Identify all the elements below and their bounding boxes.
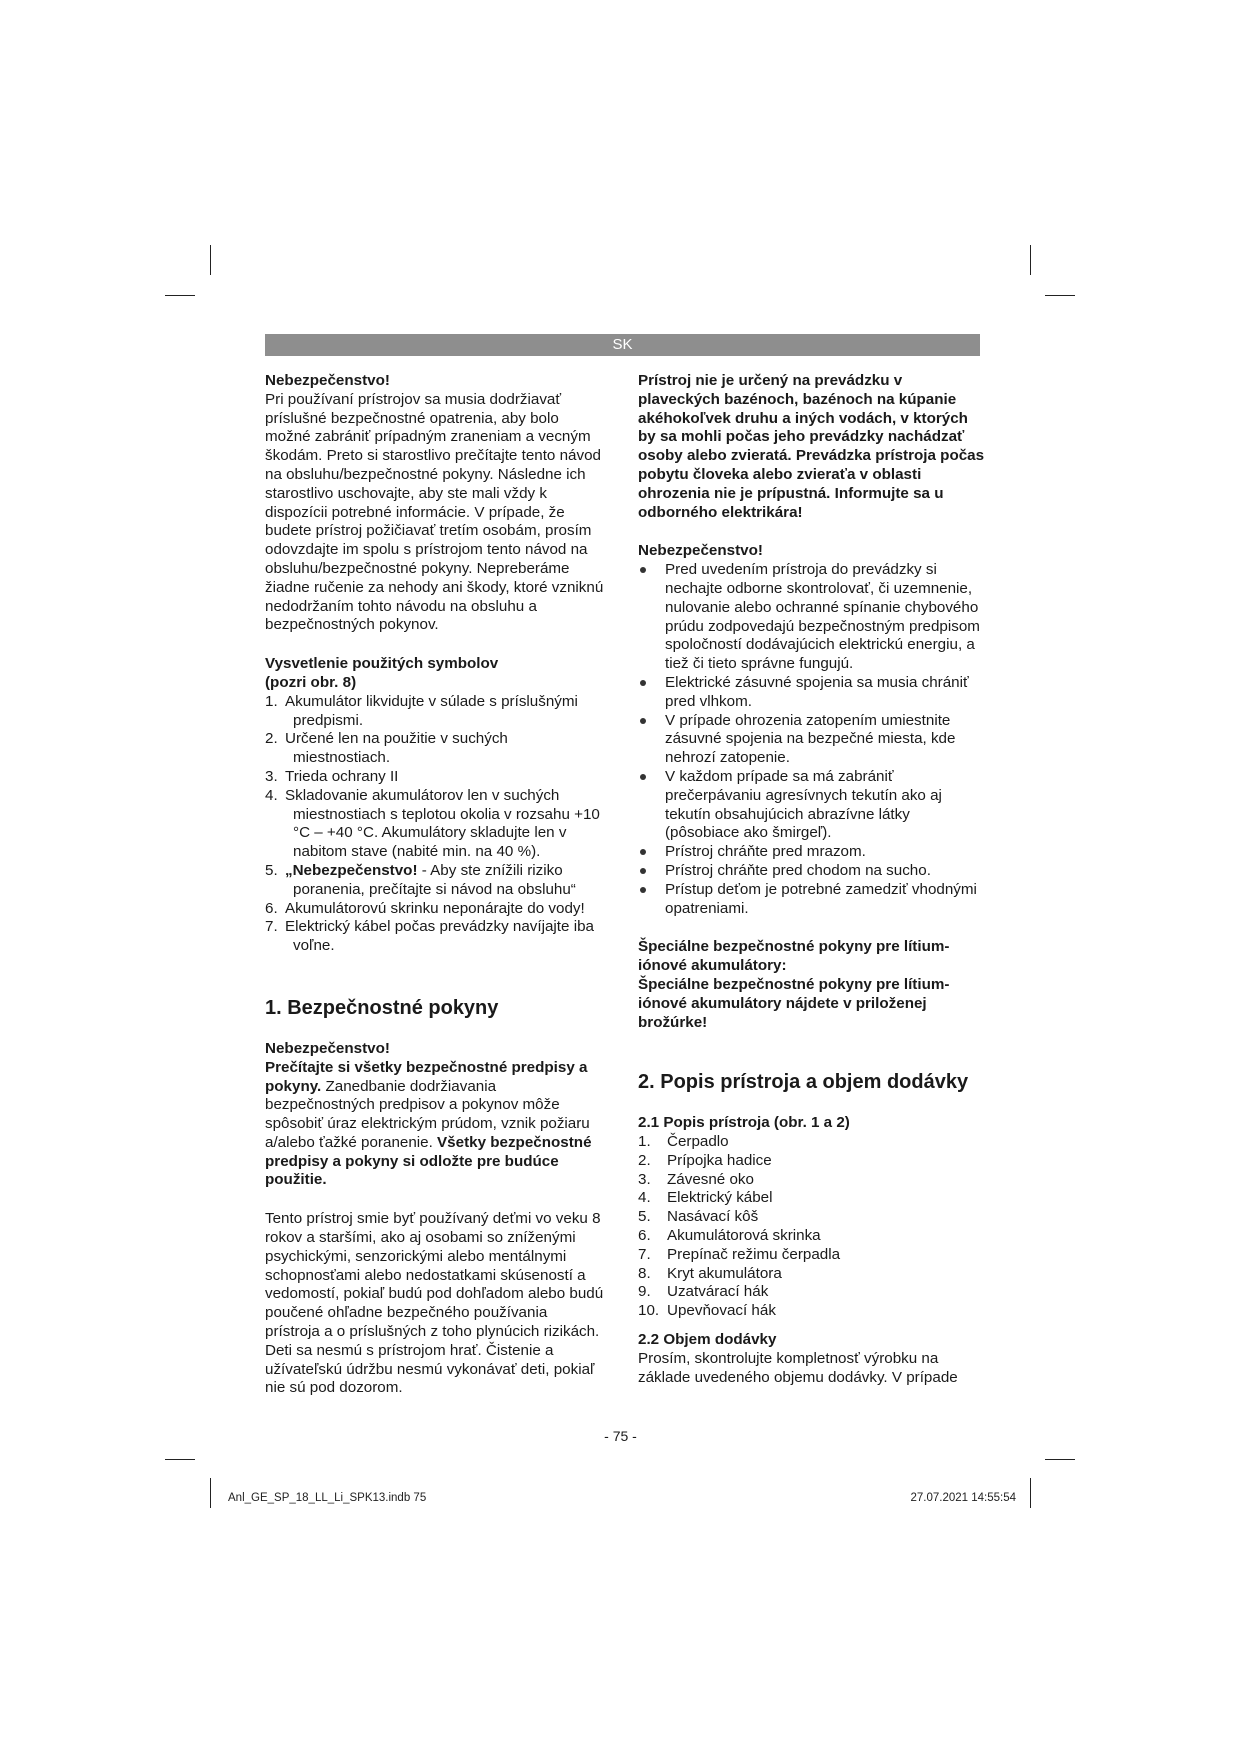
crop-mark-bottom-left-vertical	[210, 1478, 211, 1508]
crop-mark-top-left-vertical	[210, 245, 211, 275]
bullet-item: V prípade ohrozenia zatopením umiestnite zásuvné spojenia na bezpečné miesta, kde nehrozí zatopenie.	[638, 712, 988, 768]
footer-timestamp: 27.07.2021 14:55:54	[910, 1492, 1016, 1504]
right-column	[638, 372, 988, 1387]
list-item: 5. „Nebezpečenstvo! - Aby ste znížili riziko poranenia, prečítajte si návod na obsluhu“	[265, 861, 576, 898]
bullet-item: Elektrické zásuvné spojenia sa musia chrániť pred vlhkom.	[638, 674, 988, 712]
crop-mark-top-right-horizontal	[1045, 295, 1075, 296]
left-column	[265, 372, 605, 1398]
symbols-list	[265, 693, 605, 956]
list-item: 8. Kryt akumulátora	[638, 1264, 782, 1282]
children-paragraph: Tento prístroj smie byť používaný deťmi vo veku 8 rokov a staršími, ako aj osobami so zníženými psychickými, senzorickými alebo mentálnymi schopnosťami alebo nedostatkami skúseností a vedomostí, pokiaľ budú pod dohľadom alebo budú poučené ohľadne bezpečného používania prístroja a o príslušných z toho plynúcich rizikách. Deti sa nesmú s prístrojom hrať. Čistenie a užívateľskú údržbu nesmú vykonávať deti, pokiaľ nie sú pod dozorom.	[265, 1210, 604, 1397]
crop-mark-bottom-left-horizontal	[165, 1459, 195, 1460]
subsection-2-2-title: 2.2 Objem dodávky	[638, 1331, 777, 1349]
crop-mark-top-left-horizontal	[165, 295, 195, 296]
section-1-danger-title: Nebezpečenstvo!	[265, 1039, 390, 1057]
list-item: 1. Akumulátor likvidujte v súlade s príslušnými predpismi.	[265, 692, 578, 729]
section-1-paragraph: Prečítajte si všetky bezpečnostné predpisy a pokyny. Zanedbanie dodržiavania bezpečnostných predpisov a pokynov môže spôsobiť úraz elektrickým prúdom, vznik požiaru a/alebo ťažké poranenie. Všetky bezpečnostné predpisy a pokyny si odložte pre budúce použitie.	[265, 1058, 592, 1189]
language-header-bar	[265, 334, 980, 356]
list-item: 7. Elektrický kábel počas prevádzky navíjajte iba voľne.	[265, 918, 594, 955]
list-item: 6. Akumulátorová skrinka	[638, 1227, 821, 1245]
symbols-title-figure-ref: (pozri obr. 8)	[265, 673, 357, 691]
subsection-2-1-title: 2.1 Popis prístroja (obr. 1 a 2)	[638, 1114, 850, 1132]
danger-paragraph: Pri používaní prístrojov sa musia dodržiavať príslušné bezpečnostné opatrenia, aby bolo možné zabrániť prípadným zraneniam a vecným škodám. Preto si starostlivo prečítajte tento návod na obsluhu/bezpečnostné pokyny. Následne ich starostlivo uschovajte, aby ste mali vždy k dispozícii potrebné informácie. V prípade, že budete prístroj požičiavať tretím osobám, prosím odovzdajte im spolu s prístrojom tento návod na obsluhu/bezpečnostné pokyny. Nepreberáme žiadne ručenie za nehody ani škody, ktoré vzniknú nedodržaním tohto návodu na obsluhu a bezpečnostných pokynov.	[265, 390, 604, 634]
lithium-title: Špeciálne bezpečnostné pokyny pre lítium-iónové akumulátory:	[638, 938, 950, 975]
section-1-heading: 1. Bezpečnostné pokyny	[265, 996, 499, 1019]
bullet-item: Prístroj chráňte pred mrazom.	[638, 843, 988, 862]
bullet-item: V každom prípade sa má zabrániť prečerpávaniu agresívnych tekutín ako aj tekutín obsahujúcich abrazívne látky (pôsobiace ako šmirgeľ).	[638, 768, 988, 843]
list-item: 9. Uzatvárací hák	[638, 1283, 769, 1301]
list-item: 5. Nasávací kôš	[638, 1208, 759, 1226]
crop-mark-bottom-right-vertical	[1030, 1478, 1031, 1508]
list-item: 2. Určené len na použitie v suchých miestnostiach.	[265, 730, 508, 767]
bullet-item: Pred uvedením prístroja do prevádzky si nechajte odborne skontrolovať, či uzemnenie, nulovanie alebo ochranné spínanie chybového prúdu zodpovedajú bezpečnostným predpisom spoločností dodávajúcich elektrickú energiu, a tiež či tieto správne fungujú.	[638, 561, 988, 674]
list-item: 10. Upevňovací hák	[638, 1302, 776, 1320]
danger-title-2: Nebezpečenstvo!	[638, 542, 763, 560]
list-item: 3. Trieda ochrany II	[265, 767, 399, 785]
footer-file-name: Anl_GE_SP_18_LL_Li_SPK13.indb 75	[228, 1492, 427, 1504]
crop-mark-bottom-right-horizontal	[1045, 1459, 1075, 1460]
danger-bullet-list	[638, 561, 988, 918]
language-label: SK	[612, 336, 633, 353]
crop-mark-top-right-vertical	[1030, 245, 1031, 275]
danger-title: Nebezpečenstvo!	[265, 372, 390, 389]
symbols-title: Vysvetlenie použitých symbolov	[265, 655, 499, 673]
delivery-paragraph: Prosím, skontrolujte kompletnosť výrobku na základe uvedeného objemu dodávky. V prípade	[638, 1349, 958, 1386]
pool-warning: Prístroj nie je určený na prevádzku v plaveckých bazénoch, bazénoch na kúpanie akéhokoľvek druhu a iných vodách, v ktorých by sa mohli počas jeho prevádzky nachádzať osoby alebo zvieratá. Prevádzka prístroja počas pobytu človeka alebo zvieraťa v oblasti ohrozenia nie je prípustná. Informujte sa u odborného elektrikára!	[638, 372, 985, 521]
parts-list	[638, 1133, 988, 1321]
list-item: 4. Skladovanie akumulátorov len v suchých miestnostiach s teplotou okolia v rozsahu +10 °C – +40 °C. Akumulátory skladujte len v nabitom stave (nabité min. na 40 %).	[265, 786, 600, 861]
lithium-note: Špeciálne bezpečnostné pokyny pre lítium-iónové akumulátory nájdete v priloženej brožúrke!	[638, 975, 950, 1031]
list-item: 4. Elektrický kábel	[638, 1189, 773, 1207]
bullet-item: Prístroj chráňte pred chodom na sucho.	[638, 862, 988, 881]
list-item: 7. Prepínač režimu čerpadla	[638, 1245, 841, 1263]
section-2-heading: 2. Popis prístroja a objem dodávky	[638, 1071, 969, 1094]
list-item: 1. Čerpadlo	[638, 1133, 729, 1151]
list-item: 6. Akumulátorovú skrinku neponárajte do vody!	[265, 899, 585, 917]
list-item: 2. Prípojka hadice	[638, 1151, 772, 1169]
page-number: - 75 -	[604, 1428, 637, 1444]
bullet-item: Prístup deťom je potrebné zamedziť vhodnými opatreniami.	[638, 881, 988, 919]
list-item: 3. Závesné oko	[638, 1170, 754, 1188]
